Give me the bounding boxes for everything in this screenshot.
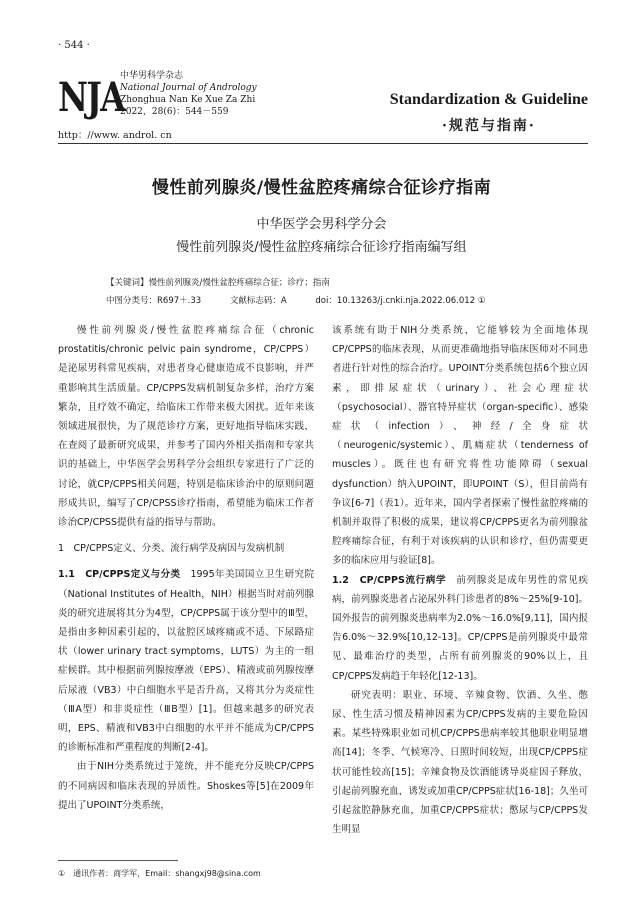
doi: doi：10.13263/j.cnki.nja.2022.06.012 ① [315, 296, 486, 306]
journal-name-en: National Journal of Andrology [120, 83, 257, 93]
section-1-2-paragraph [332, 571, 588, 686]
keywords: 【关键词】慢性前列腺炎/慢性盆腔疼痛综合征；诊疗；指南 [106, 278, 330, 288]
section-1-1-heading: 1.1 CP/CPPS定义与分类 [58, 569, 181, 581]
page-number: · 544 · [58, 40, 90, 51]
risk-factors-paragraph: 研究表明：职业、环境、辛辣食物、饮酒、久坐、憋尿、性生活习惯及精神因素为CP/CPPS发病的主要危险因素。某些特殊职业如司机CP/CPPS患病率较其他职业明显增高[14]；冬季、气候寒冷、日照时间较短，出现CP/CPPS症状可能性较高[15]；辛辣食物及饮酒能诱导炎症因子释放，引起前列腺充血，诱发或加重CP/CPPS症状[16-18]；久坐可引起盆腔静脉充血，加重CP/CPPS症状；憋尿与CP/CPPS发生明显 [332, 689, 588, 836]
section-cn: ·规范与指南· [442, 118, 536, 134]
article-title: 慢性前列腺炎/慢性盆腔疼痛综合征诊疗指南 [151, 178, 492, 198]
section-heading [390, 91, 588, 135]
footnote: ① 通讯作者：商学军，Email：shangxj98@sina.com [58, 869, 261, 878]
right-column [332, 321, 588, 839]
section-1-2-text: 前列腺炎是成年男性的常见疾病，前列腺炎患者占泌尿外科门诊患者的8%～25%[9-10]。国外报告的前列腺炎患病率为2.0%～16.0%[9,11]，国内报告6.0%～32.9%[10,12-13]。CP/CPPS是前列腺炎中最常见、最难治疗的类型，占所有前列腺炎的90%以上，且CP/CPPS发病趋于年轻化[12-13]。 [332, 574, 588, 682]
section-1-1-text: 1995年美国国立卫生研究院（National Institutes of Health，NIH）根据当时对前列腺炎的研究进展将其分为4型，CP/CPPS属于该分型中的Ⅲ型，是指由多种因素引起的，以盆腔区域疼痛或不适、下尿路症状（lower urinary tract symptoms，LUTS）为主的一组症候群。其中根据前列腺按摩液（EPS）、精液或前列腺按摩后尿液（VB3）中白细胞水平是否升高，又将其分为炎症性（ⅢA型）和非炎症性（ⅢB型）[1]。但越来越多的研究表明，EPS、精液和VB3中白细胞的水平并不能成为CP/CPPS的诊断标准和严重程度的判断[2-4]。 [58, 569, 314, 754]
footnote-divider [58, 860, 178, 861]
journal-info [120, 70, 257, 118]
section-1-heading: 1 CP/CPPS定义、分类、流行病学及病因与发病机制 [58, 543, 285, 555]
upoint-paragraph: 由于NIH分类系统过于笼统，并不能充分反映CP/CPPS的不同病因和临床表现的异质性。Shoskes等[5]在2009年提出了UPOINT分类系统， [58, 761, 314, 811]
document-code: 文献标志码：A [229, 296, 287, 306]
upoint-continued: 该系统有助于NIH分类系统，它能够较为全面地体现CP/CPPS的临床表现，从而更准确地指导临床医师对不同患者进行针对性的综合治疗。UPOINT分类系统包括6个独立因素，即排尿症状（urinary）、社会心理症状（psychosocial）、器官特异症状（organ-specific）、感染症状（infection）、神经/全身症状（neurogenic/systemic）、肌痛症状（tenderness of muscles）。既往也有研究将性功能障碍（sexual dysfunction）纳入UPOINT，即UPOINT（S），但目前尚有争议[6-7]（表1）。近年来，国内学者探索了慢性盆腔疼痛的机制并取得了积极的成果，建议将CP/CPPS更名为前列腺盆腔疼痛综合征，有利于对该疾病的认识和诊疗，但仍需要更多的临床应用与验证[8]。 [332, 325, 588, 567]
journal-url[interactable]: http：//www. androl. cn [58, 130, 172, 141]
clc-number: 中图分类号：R697＋.33 [106, 296, 202, 306]
left-column [58, 321, 314, 815]
intro-paragraph: 慢性前列腺炎/慢性盆腔疼痛综合征（chronic prostatitis/chronic pelvic pain syndrome，CP/CPPS）是泌尿男科常见疾病，对患者身心健康造成不良影响，并严重影响其生活质量。CP/CPPS发病机制复杂多样，治疗方案繁杂，且疗效不确定，给临床工作带来极大困扰。近年来该领域进展很快，为了规范诊疗方案，更好地指导临床实践，在查阅了最新研究成果，并参考了国内外相关指南和专家共识的基础上，中华医学会男科学分会组织专家进行了广泛的讨论，就CP/CPPS相关问题，特别是临床诊治中的原则问题形成共识，编写了CP/CPSS诊疗指南，希望能为临床工作者诊治CP/CPSS提供有益的指导与帮助。 [58, 325, 314, 529]
section-1-1-paragraph [58, 565, 314, 757]
article-meta [106, 294, 586, 306]
journal-name-cn: 中华男科学杂志 [120, 71, 184, 81]
author-organization: 中华医学会男科学分会 [256, 217, 387, 232]
journal-issue: 2022，28(6)：544－559 [120, 107, 229, 117]
section-en: Standardization & Guideline [389, 91, 588, 108]
journal-name-pinyin: Zhonghua Nan Ke Xue Za Zhi [120, 95, 256, 105]
journal-logo: NJA [58, 74, 125, 121]
author-group: 慢性前列腺炎/慢性盆腔疼痛综合征诊疗指南编写组 [176, 240, 467, 255]
section-1-2-heading: 1.2 CP/CPPS流行病学 [332, 574, 447, 586]
header-divider [58, 143, 588, 144]
